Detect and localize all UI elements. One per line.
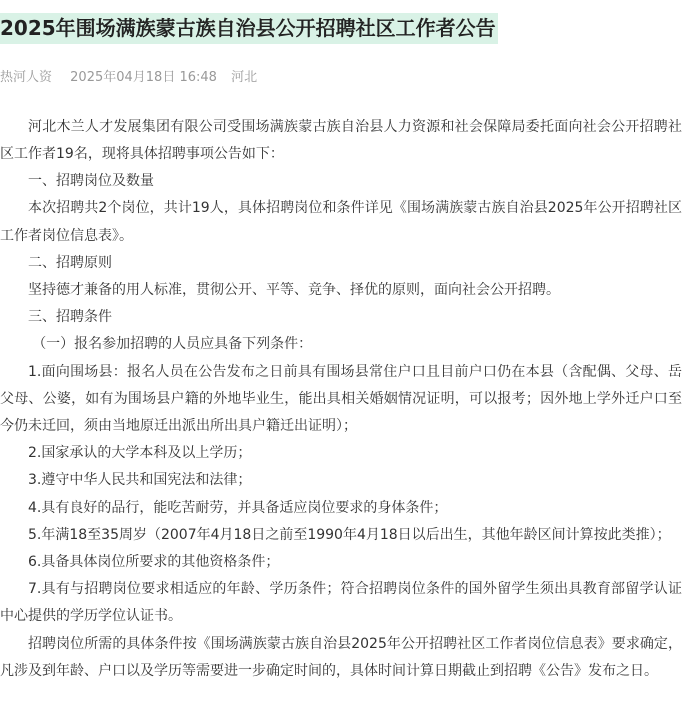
article-title: 2025年围场满族蒙古族自治县公开招聘社区工作者公告 [0, 13, 498, 44]
section-heading-principles: 二、招聘原则 [28, 254, 112, 271]
article-datetime: 2025年04月18日 16:48 [70, 69, 217, 85]
paragraph-principles: 坚持德才兼备的用人标准，贯彻公开、平等、竞争、择优的原则，面向社会公开招聘。 [28, 282, 560, 298]
condition-item: 1.面向围场县：报名人员在公告发布之日前具有围场县常住户口且目前户口仍在本县（含配偶、父母、岳父母、公婆，如有为围场县户籍的外地毕业生，能出具相关婚姻情况证明，可以报考；因外地上学外迁户口至今仍未迁回，须由当地原迁出派出所出具户籍迁出证明）； [0, 363, 682, 435]
article-source[interactable]: 热河人资 [0, 69, 53, 85]
article-header [0, 0, 682, 58]
subsection-heading-requirements: （一）报名参加招聘的人员应具备下列条件： [32, 336, 313, 353]
paragraph-conditions-note: 招聘岗位所需的具体条件按《围场满族蒙古族自治县2025年公开招聘社区工作者岗位信息表》要求确定，凡涉及到年龄、户口以及学历等需要进一步确定时间的，具体时间计算日期截止到招聘《公告》发布之日。 [0, 635, 682, 679]
condition-item: 4.具有良好的品行，能吃苦耐劳，并具备适应岗位要求的身体条件； [28, 499, 448, 516]
article-location: 河北 [231, 69, 258, 85]
condition-item: 2.国家承认的大学本科及以上学历； [28, 445, 252, 462]
condition-item: 7.具有与招聘岗位要求相适应的年龄、学历条件；符合招聘岗位条件的国外留学生须出具教育部留学认证中心提供的学历学位认证书。 [0, 581, 682, 625]
condition-item: 6.具备具体岗位所要求的其他资格条件； [28, 554, 280, 571]
article-meta [0, 68, 682, 88]
section-heading-conditions: 三、招聘条件 [28, 309, 112, 326]
paragraph-intro: 河北木兰人才发展集团有限公司受围场满族蒙古族自治县人力资源和社会保障局委托面向社会公开招聘社区工作者19名，现将具体招聘事项公告如下： [0, 118, 682, 162]
article-body [0, 114, 682, 685]
condition-item: 5.年满18至35周岁（2007年4月18日之前至1990年4月18日以后出生，其他年龄区间计算按此类推）； [28, 526, 671, 543]
section-heading-positions: 一、招聘岗位及数量 [28, 173, 154, 190]
condition-item: 3.遵守中华人民共和国宪法和法律； [28, 472, 252, 489]
paragraph-positions: 本次招聘共2个岗位，共计19人，具体招聘岗位和条件详见《围场满族蒙古族自治县2025年公开招聘社区工作者岗位信息表》。 [0, 200, 682, 244]
